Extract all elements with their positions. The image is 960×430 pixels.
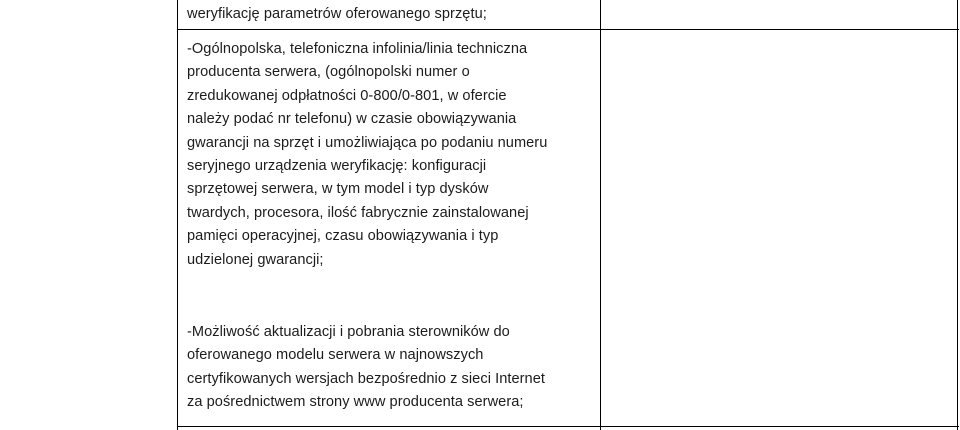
text-line: należy podać nr telefonu) w czasie obowiązywania [187, 111, 517, 128]
text-line: sprzętowej serwera, w tym model i typ dysków [187, 181, 489, 198]
table-row-divider [177, 29, 959, 30]
text-line: producenta serwera, (ogólnopolski numer o [187, 64, 470, 81]
text-line: certyfikowanych wersjach bezpośrednio z sieci Internet [187, 370, 545, 387]
text-line: udzielonej gwarancji; [187, 251, 324, 268]
table-border-right [957, 0, 958, 430]
table-border-middle [600, 0, 601, 430]
text-line: seryjnego urządzenia weryfikację: konfiguracji [187, 158, 487, 175]
text-line: pamięci operacyjnej, czasu obowiązywania i typ [187, 228, 499, 245]
text-line: oferowanego modelu serwera w najnowszych [187, 347, 484, 364]
driver-update-paragraph [187, 321, 587, 415]
text-line: zredukowanej odpłatności 0-800/0-801, w ofercie [187, 87, 507, 104]
text-line: twardych, procesora, ilość fabrycznie zainstalowanej [187, 204, 529, 221]
text-line: za pośrednictwem strony www producenta serwera; [187, 394, 524, 411]
hotline-requirement-paragraph [187, 38, 587, 272]
table-row-bottom [177, 426, 959, 427]
top-line-text [187, 3, 587, 26]
text-line: -Ogólnopolska, telefoniczna infolinia/linia techniczna [187, 41, 528, 57]
text-line: -Możliwość aktualizacji i pobrania sterowników do [187, 324, 510, 340]
text-line: gwarancji na sprzęt i umożliwiająca po podaniu numeru [187, 134, 548, 151]
table-border-left [177, 0, 178, 430]
text-line: weryfikację parametrów oferowanego sprzętu; [187, 6, 487, 22]
